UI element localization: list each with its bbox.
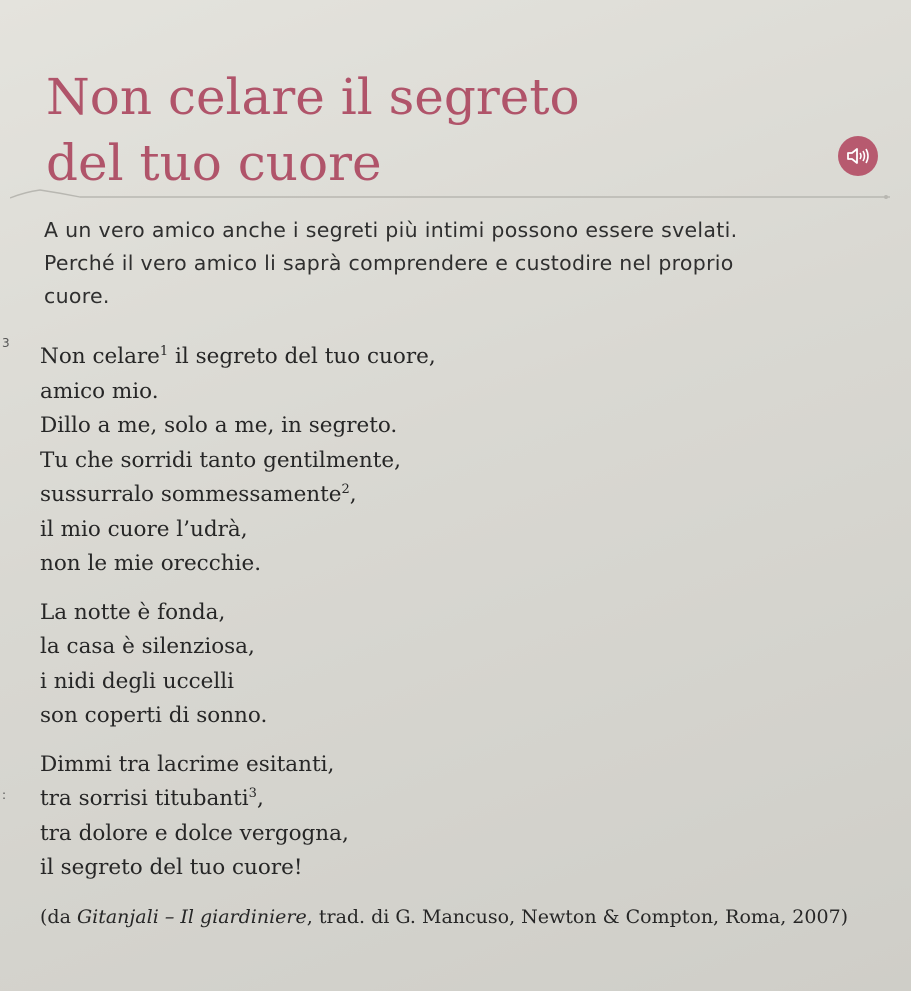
footnote-marker: 2 bbox=[341, 481, 350, 497]
poem-line-rest: , bbox=[256, 786, 264, 811]
source-citation bbox=[40, 906, 900, 928]
poem-line bbox=[40, 851, 740, 886]
poem-line bbox=[40, 665, 740, 700]
poem-line-text: Tu che sorridi tanto gentilmente, bbox=[40, 447, 401, 473]
poem-line-text: Non celare bbox=[40, 344, 160, 369]
poem-line bbox=[40, 817, 740, 852]
poem-line-rest: il segreto del tuo cuore, bbox=[168, 344, 436, 369]
intro-paragraph bbox=[44, 214, 894, 313]
poem-line bbox=[40, 513, 740, 548]
source-prefix: (da bbox=[40, 906, 77, 928]
poem-line-text: Dimmi tra lacrime esitanti, bbox=[40, 751, 335, 777]
footnote-marker: 3 bbox=[248, 785, 257, 801]
speaker-audio-icon[interactable] bbox=[838, 136, 878, 176]
poem-title bbox=[46, 64, 580, 196]
poem-line-text: il segreto del tuo cuore! bbox=[40, 855, 303, 880]
poem-line-text: i nidi degli uccelli bbox=[40, 668, 235, 694]
poem-line-text: Dillo a me, solo a me, in segreto. bbox=[40, 413, 398, 438]
source-work-title: Gitanjali – Il giardiniere bbox=[76, 906, 307, 928]
poem-title-line-1: Non celare il segreto bbox=[46, 68, 580, 126]
footnote-marker: 1 bbox=[159, 343, 169, 359]
poem-line-rest: , bbox=[349, 482, 357, 507]
poem-line-text: non le mie orecchie. bbox=[40, 551, 262, 576]
poem-body bbox=[40, 340, 740, 900]
poem-line-text: tra dolore e dolce vergogna, bbox=[40, 820, 349, 846]
poem-line bbox=[40, 340, 740, 375]
poem-line-text: son coperti di sonno. bbox=[40, 703, 268, 728]
poem-line-text: il mio cuore l’udrà, bbox=[40, 516, 248, 542]
poem-line-text: amico mio. bbox=[40, 378, 159, 404]
poem-stanza bbox=[40, 340, 740, 582]
poem-line-text: La notte è fonda, bbox=[40, 599, 226, 625]
intro-line: cuore. bbox=[44, 284, 110, 308]
poem-line bbox=[40, 478, 740, 513]
poem-line bbox=[40, 748, 740, 783]
poem-line-text: la casa è silenziosa, bbox=[40, 634, 255, 659]
intro-line: A un vero amico anche i segreti più intimi possono essere svelati. bbox=[44, 218, 738, 242]
margin-mark-top: 3 bbox=[2, 336, 10, 350]
speaker-glyph-icon bbox=[845, 145, 871, 167]
poem-line bbox=[40, 375, 740, 410]
poem-line bbox=[40, 596, 740, 631]
poem-line bbox=[40, 699, 740, 734]
decorative-divider bbox=[10, 188, 890, 200]
poem-stanza bbox=[40, 748, 740, 886]
poem-line bbox=[40, 782, 740, 817]
poem-line-text: sussurralo sommessamente bbox=[40, 482, 342, 507]
poem-line bbox=[40, 444, 740, 479]
poem-line bbox=[40, 630, 740, 665]
intro-line: Perché il vero amico li saprà comprendere e custodire nel proprio bbox=[44, 251, 734, 275]
poem-line bbox=[40, 547, 740, 582]
poem-stanza bbox=[40, 596, 740, 734]
poem-title-line-2: del tuo cuore bbox=[46, 134, 382, 192]
poem-line bbox=[40, 409, 740, 444]
source-details: , trad. di G. Mancuso, Newton & Compton, Roma, 2007) bbox=[306, 906, 849, 928]
margin-mark-bottom: : bbox=[2, 788, 7, 802]
poem-line-text: tra sorrisi titubanti bbox=[40, 786, 249, 811]
